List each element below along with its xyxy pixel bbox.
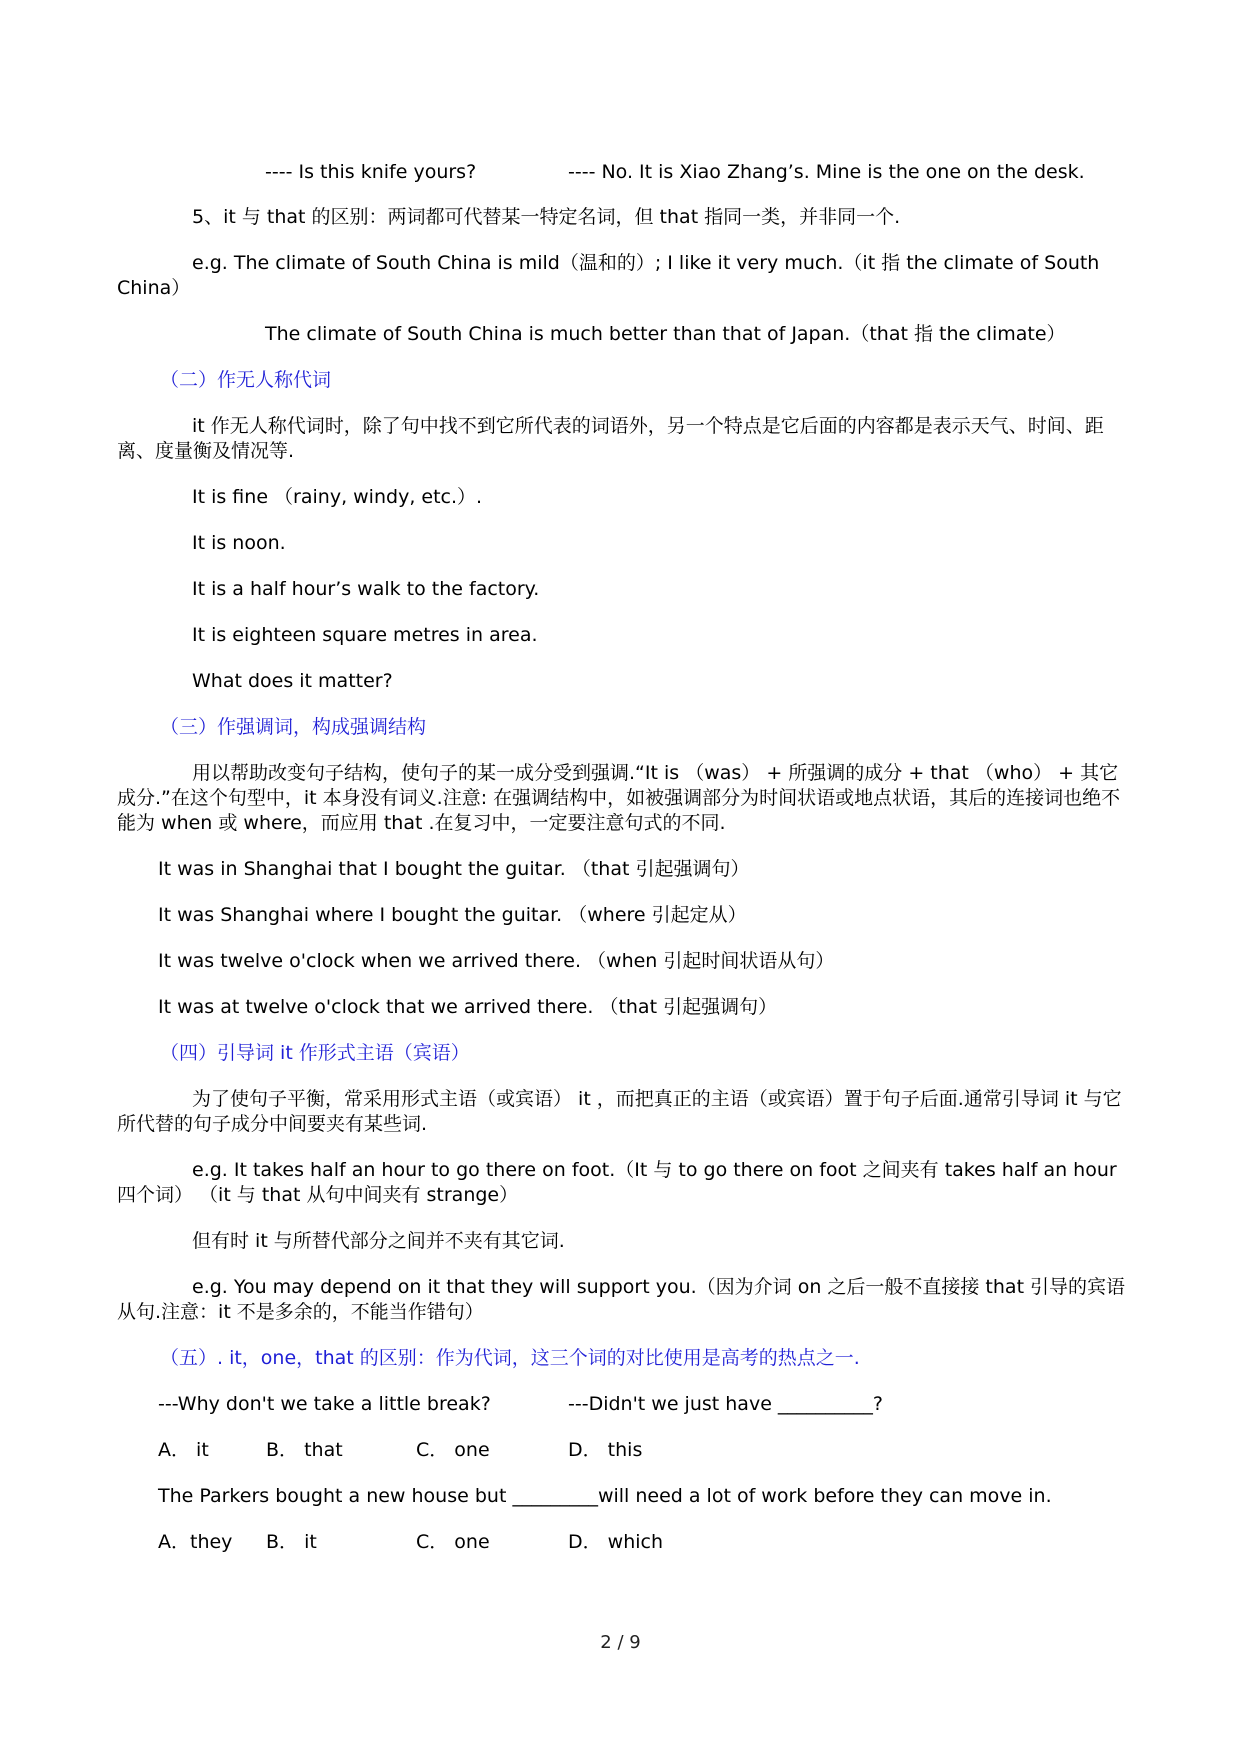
example-area: It is eighteen square metres in area.: [192, 624, 538, 646]
question-1-option-c: C． one: [416, 1439, 490, 1461]
section-3-heading: （三）作强调词，构成强调结构: [160, 716, 427, 738]
section-2-heading: （二）作无人称代词: [160, 369, 332, 391]
question-1-prompt: ---Why don't we take a little break?: [158, 1393, 491, 1415]
question-1-option-d: D． this: [568, 1439, 643, 1461]
question-2-option-b: B． it: [266, 1531, 317, 1553]
question-2-prompt: The Parkers bought a new house but _________will need a lot of work before they can move in.: [158, 1485, 1052, 1507]
example-weather: It is fine （rainy, windy, etc.）.: [192, 486, 483, 508]
example-climate-it: e.g. The climate of South China is mild（温和的）; I like it very much.（it 指 the climate of South China）: [117, 252, 1100, 299]
dialog-answer: ---- No. It is Xiao Zhang’s. Mine is the one on the desk.: [568, 161, 1085, 183]
section-4-paragraph: 为了使句子平衡，常采用形式主语（或宾语） it ，而把真正的主语（或宾语）置于句子后面.通常引导词 it 与它所代替的句子成分中间要夹有某些词.: [117, 1088, 1122, 1135]
question-2-option-d: D． which: [568, 1531, 664, 1553]
question-1-option-b: B． that: [266, 1439, 343, 1461]
section-3-paragraph: 用以帮助改变句子结构，使句子的某一成分受到强调.“It is （was） + 所强调的成分 + that （who） + 其它成分.”在这个句型中，it 本身没有词义.注意: 在强调结构中，如被强调部分为时间状语或地点状语，其后的连接词也绝不能为 when 或 where，而应用 that .在复习中，一定要注意句式的不同.: [117, 762, 1121, 834]
example-distance: It is a half hour’s walk to the factory.: [192, 578, 540, 600]
example-climate-that: The climate of South China is much better than that of Japan.（that 指 the climate）: [265, 323, 1066, 345]
example-emphasis-1: It was in Shanghai that I bought the guitar. （that 引起强调句）: [158, 858, 750, 880]
dialog-question: ---- Is this knife yours?: [265, 161, 477, 183]
example-emphasis-3: It was twelve o'clock when we arrived there. （when 引起时间状语从句）: [158, 950, 835, 972]
question-2-option-a: A．they: [158, 1531, 233, 1553]
example-emphasis-4: It was at twelve o'clock that we arrived there. （that 引起强调句）: [158, 996, 778, 1018]
section-2-paragraph: it 作无人称代词时，除了句中找不到它所代表的词语外，另一个特点是它后面的内容都是表示天气、时间、距离、度量衡及情况等.: [117, 415, 1104, 462]
point-5-text: 5、it 与 that 的区别：两词都可代替某一特定名词，但 that 指同一类，并非同一个.: [192, 206, 901, 228]
question-1-reply: ---Didn't we just have __________?: [568, 1393, 884, 1415]
question-2-option-c: C． one: [416, 1531, 490, 1553]
section-5-heading: （五）. it，one，that 的区别：作为代词，这三个词的对比使用是高考的热点之一.: [160, 1347, 860, 1369]
example-depend-on-it: e.g. You may depend on it that they will support you.（因为介词 on 之后一般不直接接 that 引导的宾语从句.注意：it 不是多余的，不能当作错句）: [117, 1276, 1126, 1323]
question-1-option-a: A． it: [158, 1439, 209, 1461]
section-4-heading: （四）引导词 it 作形式主语（宾语）: [160, 1042, 470, 1064]
section-4-note: 但有时 it 与所替代部分之间并不夹有其它词.: [192, 1230, 565, 1252]
example-emphasis-2: It was Shanghai where I bought the guitar. （where 引起定从）: [158, 904, 747, 926]
example-matter: What does it matter?: [192, 670, 393, 692]
page-number: 2 / 9: [600, 1632, 641, 1653]
example-time: It is noon.: [192, 532, 286, 554]
example-takes-half-hour: e.g. It takes half an hour to go there on foot.（It 与 to go there on foot 之间夹有 takes half an hour 四个词） （it 与 that 从句中间夹有 strange）: [117, 1159, 1117, 1206]
